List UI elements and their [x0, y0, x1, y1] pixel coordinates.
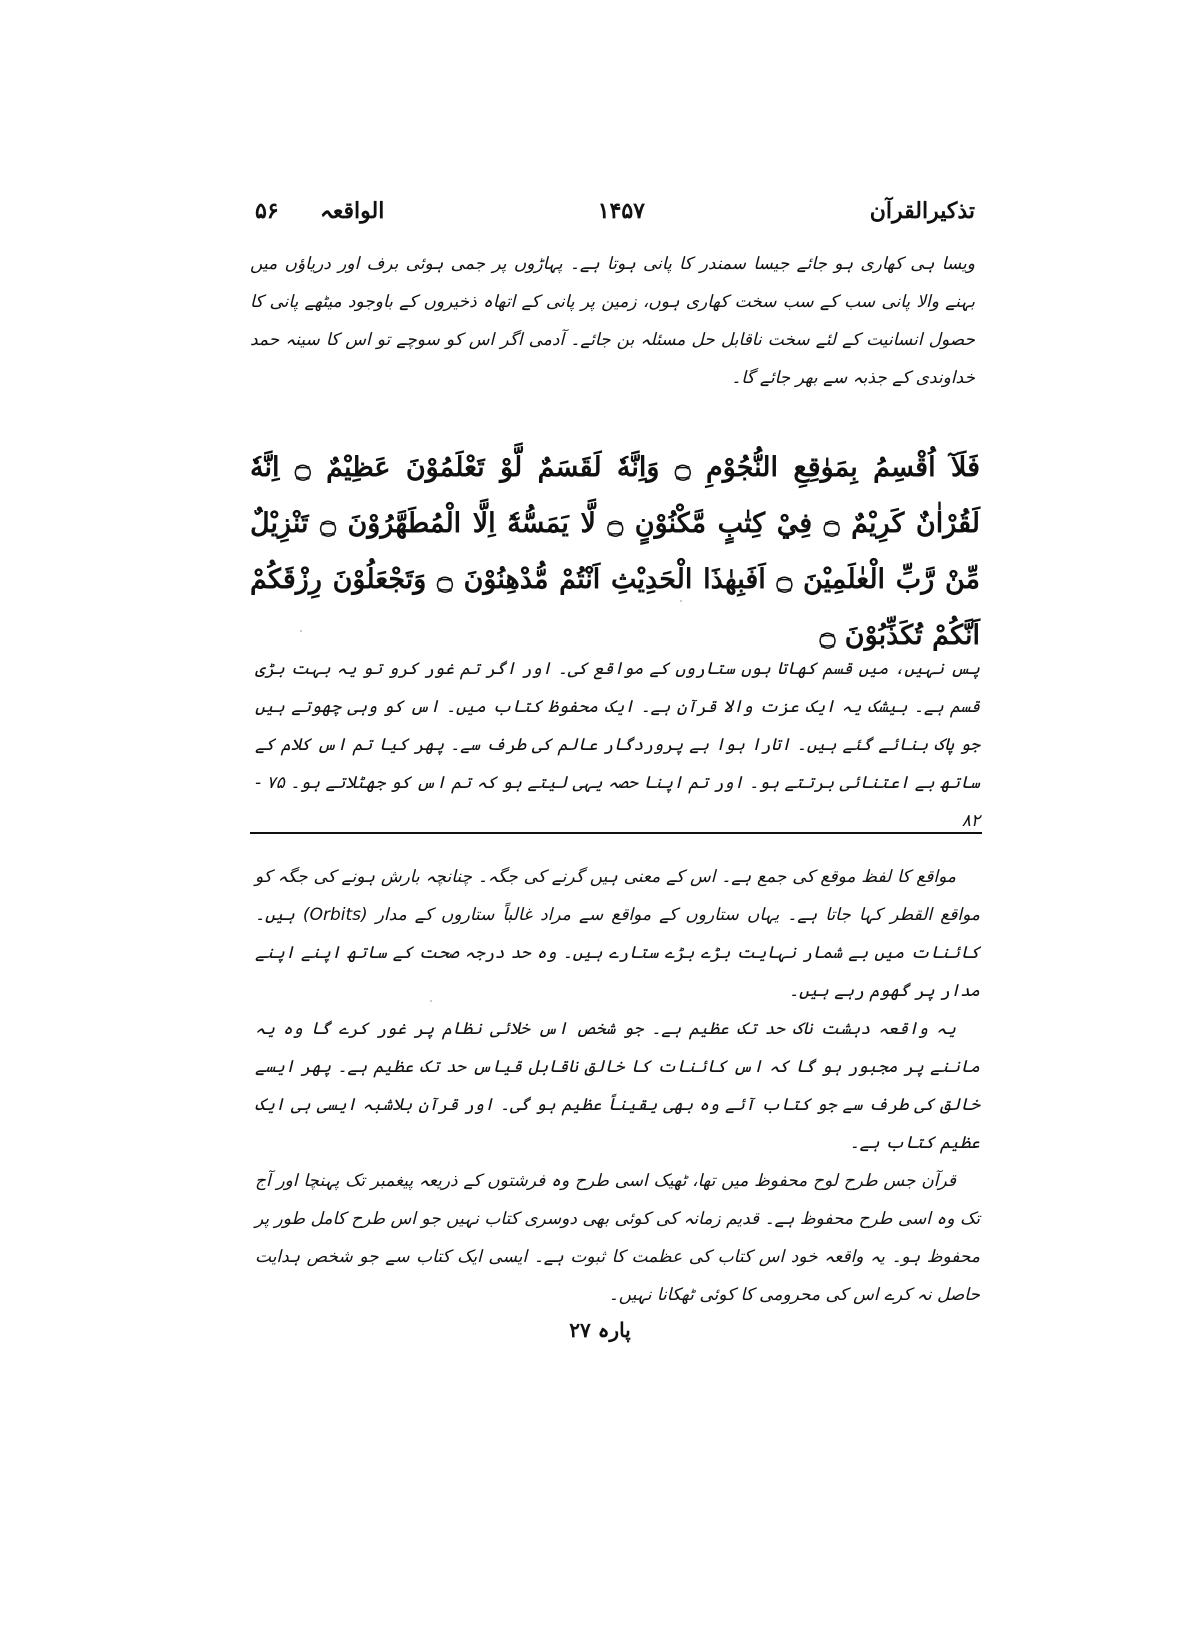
page-header	[255, 198, 975, 238]
note-paragraph: یہ واقعہ دہشت ناک حد تک عظیم ہے۔ جو شخص اس خلائی نظام پر غور کرے گا وہ یہ ماننے پر مجبور ہو گا کہ اس کائنات کا خالق ناقابل قیاس حد تک عظیم ہے۔ پھر ایسے خالق کی طرف سے جو کتاب آئے وہ بھی یقیناً عظیم ہو گی۔ اور قرآن بلاشبہ ایسی ہی ایک عظیم کتاب ہے۔	[255, 1019, 980, 1153]
intro-paragraph	[250, 245, 975, 397]
commentary-notes	[255, 858, 980, 1314]
scan-speck	[680, 600, 682, 602]
surah-number: ۵۶	[255, 198, 279, 224]
section-divider	[250, 832, 982, 834]
arabic-verses	[250, 440, 980, 651]
scan-speck	[430, 1000, 432, 1002]
page-number: ۱۴۵۷	[597, 198, 645, 224]
note-paragraph: مواقع کا لفظ موقع کی جمع ہے۔ اس کے معنی ہیں گرنے کی جگہ۔ چنانچہ بارش ہونے کی جگہ کو مواقع القطر کہا جاتا ہے۔ یہاں ستاروں کے مواقع سے مراد غالباً ستاروں کے مدار (Orbits) ہیں۔ کائنات میں بے شمار نہایت بڑے بڑے ستارے ہیں۔ وہ حد درجہ صحت کے ساتھ اپنے اپنے مدار پر گھوم رہے ہیں۔	[255, 867, 980, 1001]
scan-speck	[300, 630, 302, 632]
translation-text: پس نہیں، میں قسم کھاتا ہوں ستاروں کے مواقع کی۔ اور اگر تم غور کرو تو یہ بہت بڑی قسم ہے۔ بیشک یہ ایک عزت والا قرآن ہے۔ ایک محفوظ کتاب میں۔ اس کو وہی چھوتے ہیں جو پاک بنائے گئے ہیں۔ اتارا ہوا ہے پروردگار عالم کی طرف سے۔ پھر کیا تم اس کلام کے ساتھ بے اعتنائی برتتے ہو۔ اور تم اپنا حصہ یہی لیتے ہو کہ تم اس کو جھٹلاتے ہو۔ ۷۵ - ۸۲	[255, 659, 980, 831]
book-title: تذکیرالقرآن	[869, 198, 975, 224]
juz-footer: پارہ ۲۷	[569, 1318, 631, 1342]
surah-name: الواقعہ	[320, 198, 385, 224]
arabic-verse-text: فَلَآ اُقْسِمُ بِمَوٰقِعِ النُّجُوْمِ ۝ وَاِنَّهٗ لَقَسَمٌ لَّوْ تَعْلَمُوْنَ عَظِيْمٌ ۝ اِنَّهٗ لَقُرْاٰنٌ كَرِيْمٌ ۝ فِيْ كِتٰبٍ مَّكْنُوْنٍ ۝ لَّا يَمَسُّهٗٓ اِلَّا الْمُطَهَّرُوْنَ ۝ تَنْزِيْلٌ مِّنْ رَّبِّ الْعٰلَمِيْنَ ۝ اَفَبِهٰذَا الْحَدِيْثِ اَنْتُمْ مُّدْهِنُوْنَ ۝ وَتَجْعَلُوْنَ رِزْقَكُمْ اَنَّكُمْ تُكَذِّبُوْنَ ۝	[250, 452, 980, 651]
intro-text: ویسا ہی کھاری ہو جائے جیسا سمندر کا پانی ہوتا ہے۔ پہاڑوں پر جمی ہوئی برف اور دریاؤں میں بہنے والا پانی سب کے سب سخت کھاری ہوں، زمین پر پانی کے اتھاہ ذخیروں کے باوجود میٹھے پانی کا حصول انسانیت کے لئے سخت ناقابل حل مسئلہ بن جائے۔ آدمی اگر اس کو سوچے تو اس کا سینہ حمد خداوندی کے جذبہ سے بھر جائے گا۔	[250, 254, 975, 388]
translation-paragraph	[255, 650, 980, 840]
note-paragraph: قرآن جس طرح لوح محفوظ میں تھا، ٹھیک اسی طرح وہ فرشتوں کے ذریعہ پیغمبر تک پہنچا اور آج تک وہ اسی طرح محفوظ ہے۔ قدیم زمانہ کی کوئی بھی دوسری کتاب نہیں جو اس طرح کامل طور پر محفوظ ہو۔ یہ واقعہ خود اس کتاب کی عظمت کا ثبوت ہے۔ ایسی ایک کتاب سے جو شخص ہدایت حاصل نہ کرے اس کی محرومی کا کوئی ٹھکانا نہیں۔	[255, 1171, 980, 1305]
